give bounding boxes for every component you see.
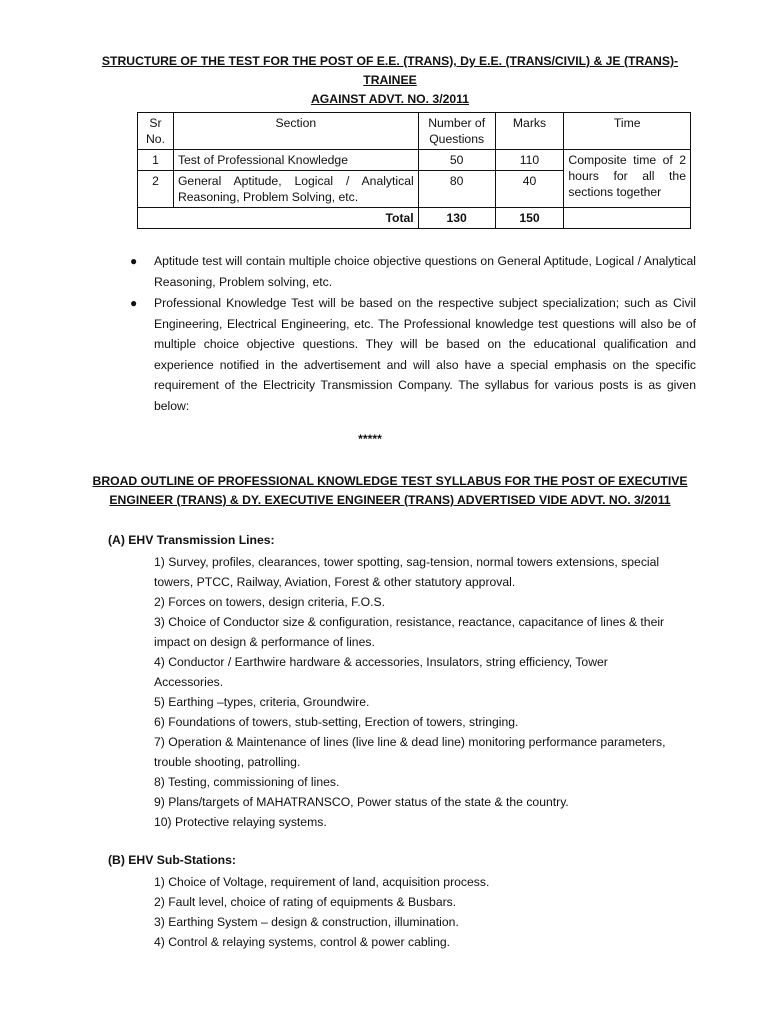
list-item: Accessories. (154, 675, 224, 689)
cell-marks: 110 (495, 150, 564, 171)
section-a-heading: (A) EHV Transmission Lines: (108, 533, 275, 547)
list-item: 4) Control & relaying systems, control & power cabling. (154, 935, 451, 949)
notes-bullet-list (130, 251, 696, 417)
section-b-items (154, 872, 699, 952)
header-number-of-questions: Number of Questions (418, 113, 495, 150)
total-time-empty (564, 208, 691, 229)
header-time: Time (564, 113, 691, 150)
header-sr-no: Sr No. (138, 113, 174, 150)
list-item: 1) Choice of Voltage, requirement of land, acquisition process. (154, 875, 490, 889)
list-item: 2) Fault level, choice of rating of equipments & Busbars. (154, 895, 457, 909)
syllabus-outline-title: BROAD OUTLINE OF PROFESSIONAL KNOWLEDGE TEST SYLLABUS FOR THE POST OF EXECUTIVE ENGINEER (TRANS) & DY. EXECUTIVE ENGINEER (TRANS) ADVERTISED VIDE ADVT. NO. 3/2011 (92, 474, 688, 507)
list-item: towers, PTCC, Railway, Aviation, Forest & other statutory approval. (154, 575, 516, 589)
test-structure-title: STRUCTURE OF THE TEST FOR THE POST OF E.E. (TRANS), Dy E.E. (TRANS/CIVIL) & JE (TRANS)-TRAINEE AGAINST ADVT. NO. 3/2011 (101, 54, 679, 106)
section-a-items (154, 552, 699, 832)
cell-time: Composite time of 2 hours for all the sections together (564, 150, 691, 208)
list-item: 8) Testing, commissioning of lines. (154, 775, 340, 789)
cell-section: General Aptitude, Logical / Analytical Reasoning, Problem Solving, etc. (173, 171, 418, 208)
list-item: ● Aptitude test will contain multiple choice objective questions on General Aptitude, Logical / Analytical Reasoning, Problem solving, etc. (130, 251, 696, 292)
total-number: 130 (418, 208, 495, 229)
header-section: Section (173, 113, 418, 150)
cell-sr: 2 (138, 171, 174, 208)
list-item: 6) Foundations of towers, stub-setting, Erection of towers, stringing. (154, 715, 519, 729)
bullet-icon: ● (130, 254, 138, 268)
list-item: trouble shooting, patrolling. (154, 755, 301, 769)
list-item: 4) Conductor / Earthwire hardware & accessories, Insulators, string efficiency, Tower (154, 655, 608, 669)
bullet-icon: ● (130, 296, 138, 310)
table-header-row (138, 113, 691, 150)
cell-sr: 1 (138, 150, 174, 171)
table-row (138, 150, 691, 171)
list-item: 10) Protective relaying systems. (154, 815, 327, 829)
cell-section: Test of Professional Knowledge (173, 150, 418, 171)
list-item: ● Professional Knowledge Test will be based on the respective subject specialization; such as Civil Engineering, Electrical Engineering, etc. The Professional knowledge test questions will also be of multiple choice objective questions. They will be based on the educational qualification and experience notified in the advertisement and will also have a special emphasis on the specific requirement of the Electricity Transmission Company. The syllabus for various posts is as given below: (130, 293, 696, 416)
list-item: 3) Earthing System – design & construction, illumination. (154, 915, 459, 929)
list-item: 1) Survey, profiles, clearances, tower spotting, sag-tension, normal towers extensions, special (154, 555, 660, 569)
test-structure-table (137, 112, 691, 229)
separator: ***** (358, 432, 382, 446)
table-total-row (138, 208, 691, 229)
cell-marks: 40 (495, 171, 564, 208)
list-item: 7) Operation & Maintenance of lines (live line & dead line) monitoring performance parameters, (154, 735, 666, 749)
list-item: 9) Plans/targets of MAHATRANSCO, Power status of the state & the country. (154, 795, 569, 809)
cell-number: 50 (418, 150, 495, 171)
list-item: impact on design & performance of lines. (154, 635, 375, 649)
total-marks: 150 (495, 208, 564, 229)
section-b-heading: (B) EHV Sub-Stations: (108, 853, 236, 867)
list-item: 5) Earthing –types, criteria, Groundwire. (154, 695, 370, 709)
list-item: 3) Choice of Conductor size & configuration, resistance, reactance, capacitance of lines & their (154, 615, 665, 629)
total-label: Total (138, 208, 419, 229)
cell-number: 80 (418, 171, 495, 208)
header-marks: Marks (495, 113, 564, 150)
list-item: 2) Forces on towers, design criteria, F.O.S. (154, 595, 385, 609)
